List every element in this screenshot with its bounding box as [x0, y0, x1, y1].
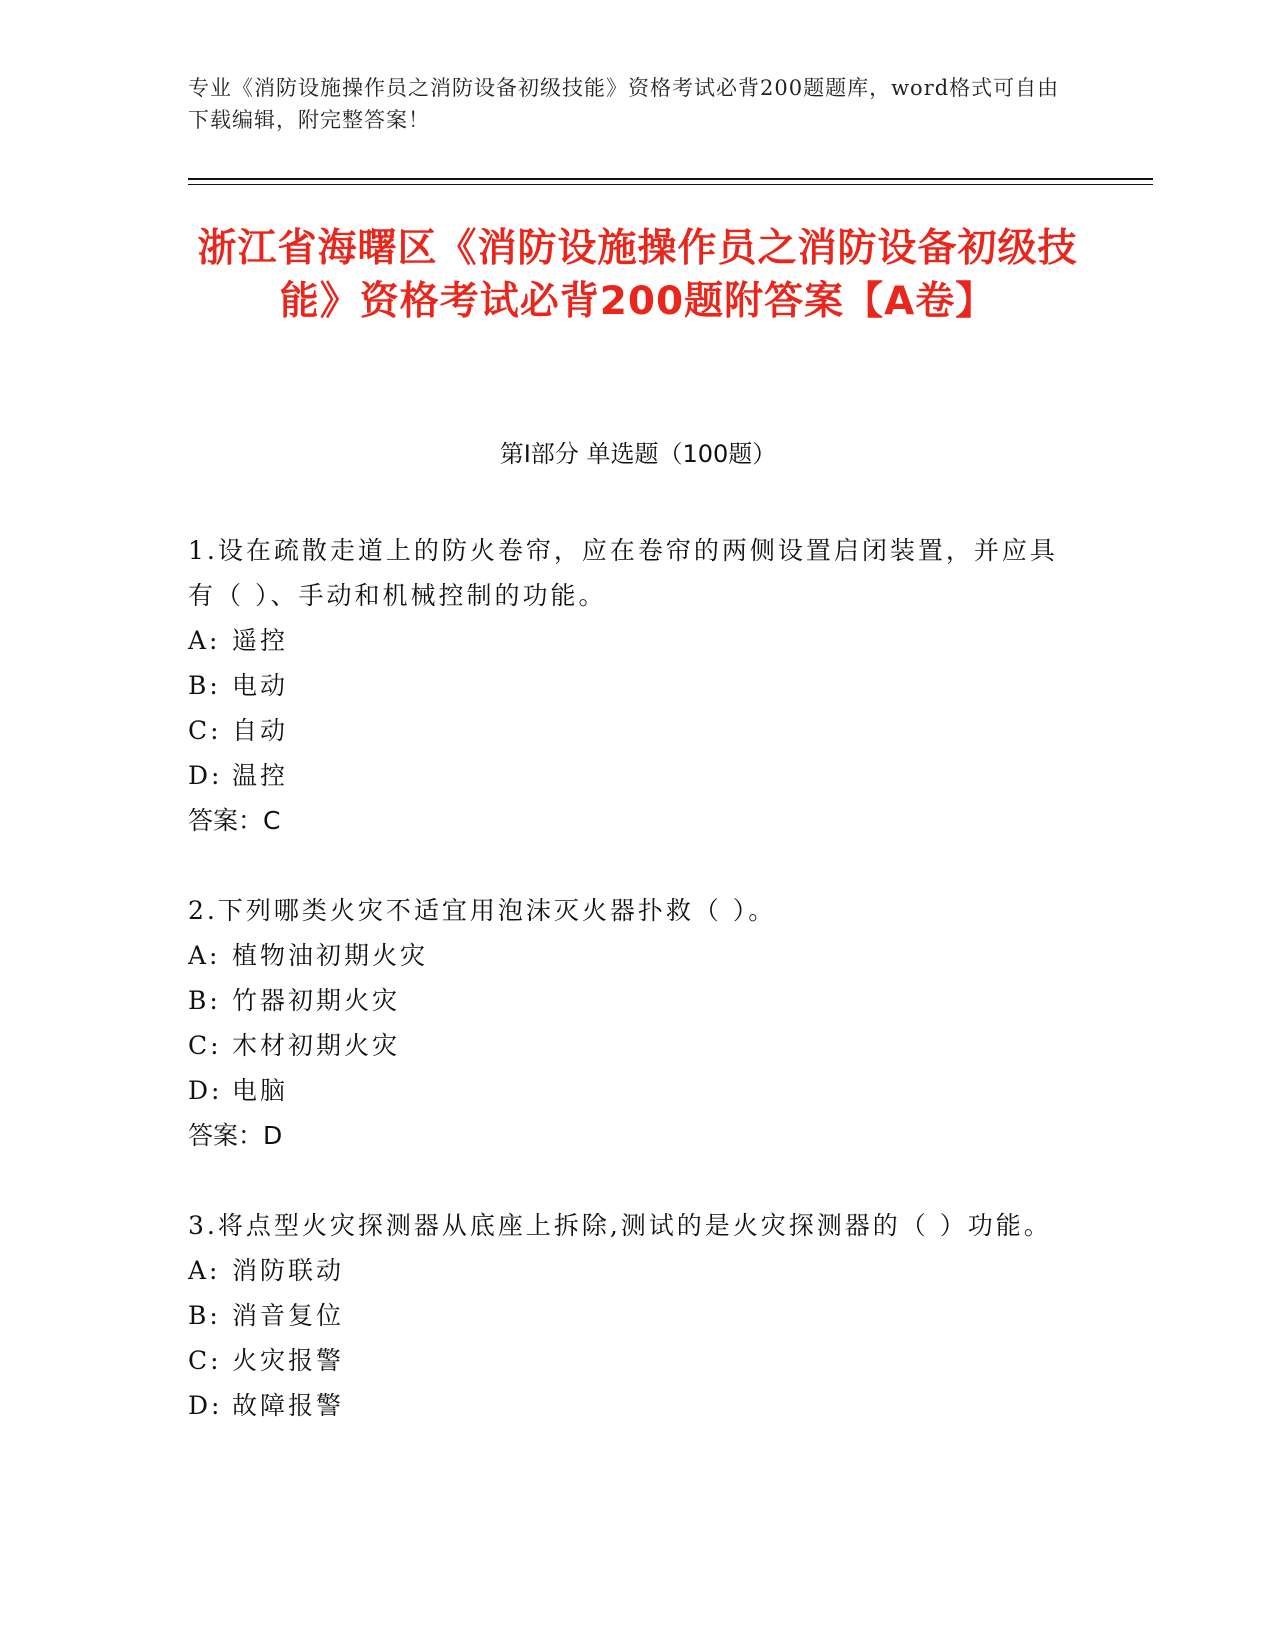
header-rule-thin — [188, 184, 1153, 185]
question-2 — [188, 888, 1078, 1158]
option-d — [188, 1068, 1078, 1113]
question-stem: 2.下列哪类火灾不适宜用泡沫灭火器扑救（ ）。 — [188, 896, 777, 925]
option-text: 火灾报警 — [232, 1346, 345, 1375]
header-rule-thick — [188, 178, 1153, 180]
option-text: 竹器初期火灾 — [232, 986, 401, 1015]
option-text: 温控 — [232, 761, 289, 790]
option-text: 木材初期火灾 — [232, 1031, 401, 1060]
option-b — [188, 1293, 1078, 1338]
option-text: 消防联动 — [232, 1256, 345, 1285]
option-text: 自动 — [232, 716, 289, 745]
option-c — [188, 1023, 1078, 1068]
option-text: 电动 — [232, 671, 289, 700]
question-stem: 1.设在疏散走道上的防火卷帘，应在卷帘的两侧设置启闭装置，并应具有（ ）、手动和机械控制的功能。 — [188, 536, 1058, 610]
option-text: 植物油初期火灾 — [232, 941, 429, 970]
option-key: C: — [188, 716, 222, 745]
option-a — [188, 618, 1078, 663]
option-c — [188, 708, 1078, 753]
header-note: 专业《消防设施操作员之消防设备初级技能》资格考试必背200题题库，word格式可自由下载编辑，附完整答案！ — [188, 76, 1060, 132]
option-key: B: — [188, 671, 221, 700]
option-text: 消音复位 — [232, 1301, 345, 1330]
answer-line: 答案：C — [188, 806, 281, 835]
option-text: 电脑 — [232, 1076, 289, 1105]
question-1 — [188, 528, 1078, 843]
option-key: A: — [188, 941, 221, 970]
option-a — [188, 933, 1078, 978]
option-d — [188, 753, 1078, 798]
option-key: D: — [188, 1076, 223, 1105]
option-key: D: — [188, 761, 223, 790]
section-title: 第Ⅰ部分 单选题（100题） — [499, 440, 777, 468]
option-b — [188, 978, 1078, 1023]
question-stem: 3.将点型火灾探测器从底座上拆除,测试的是火灾探测器的（ ）功能。 — [188, 1211, 1052, 1240]
option-d — [188, 1383, 1078, 1428]
option-key: B: — [188, 986, 221, 1015]
option-key: C: — [188, 1031, 222, 1060]
option-c — [188, 1338, 1078, 1383]
answer-line: 答案：D — [188, 1121, 283, 1150]
option-key: D: — [188, 1391, 223, 1420]
option-text: 遥控 — [232, 626, 289, 655]
option-key: C: — [188, 1346, 222, 1375]
option-text: 故障报警 — [232, 1391, 345, 1420]
question-list — [188, 528, 1078, 1473]
option-key: A: — [188, 626, 221, 655]
option-key: B: — [188, 1301, 221, 1330]
option-key: A: — [188, 1256, 221, 1285]
option-a — [188, 1248, 1078, 1293]
option-b — [188, 663, 1078, 708]
question-3 — [188, 1203, 1078, 1428]
document-title: 浙江省海曙区《消防设施操作员之消防设备初级技能》资格考试必背200题附答案【A卷】 — [197, 226, 1078, 324]
